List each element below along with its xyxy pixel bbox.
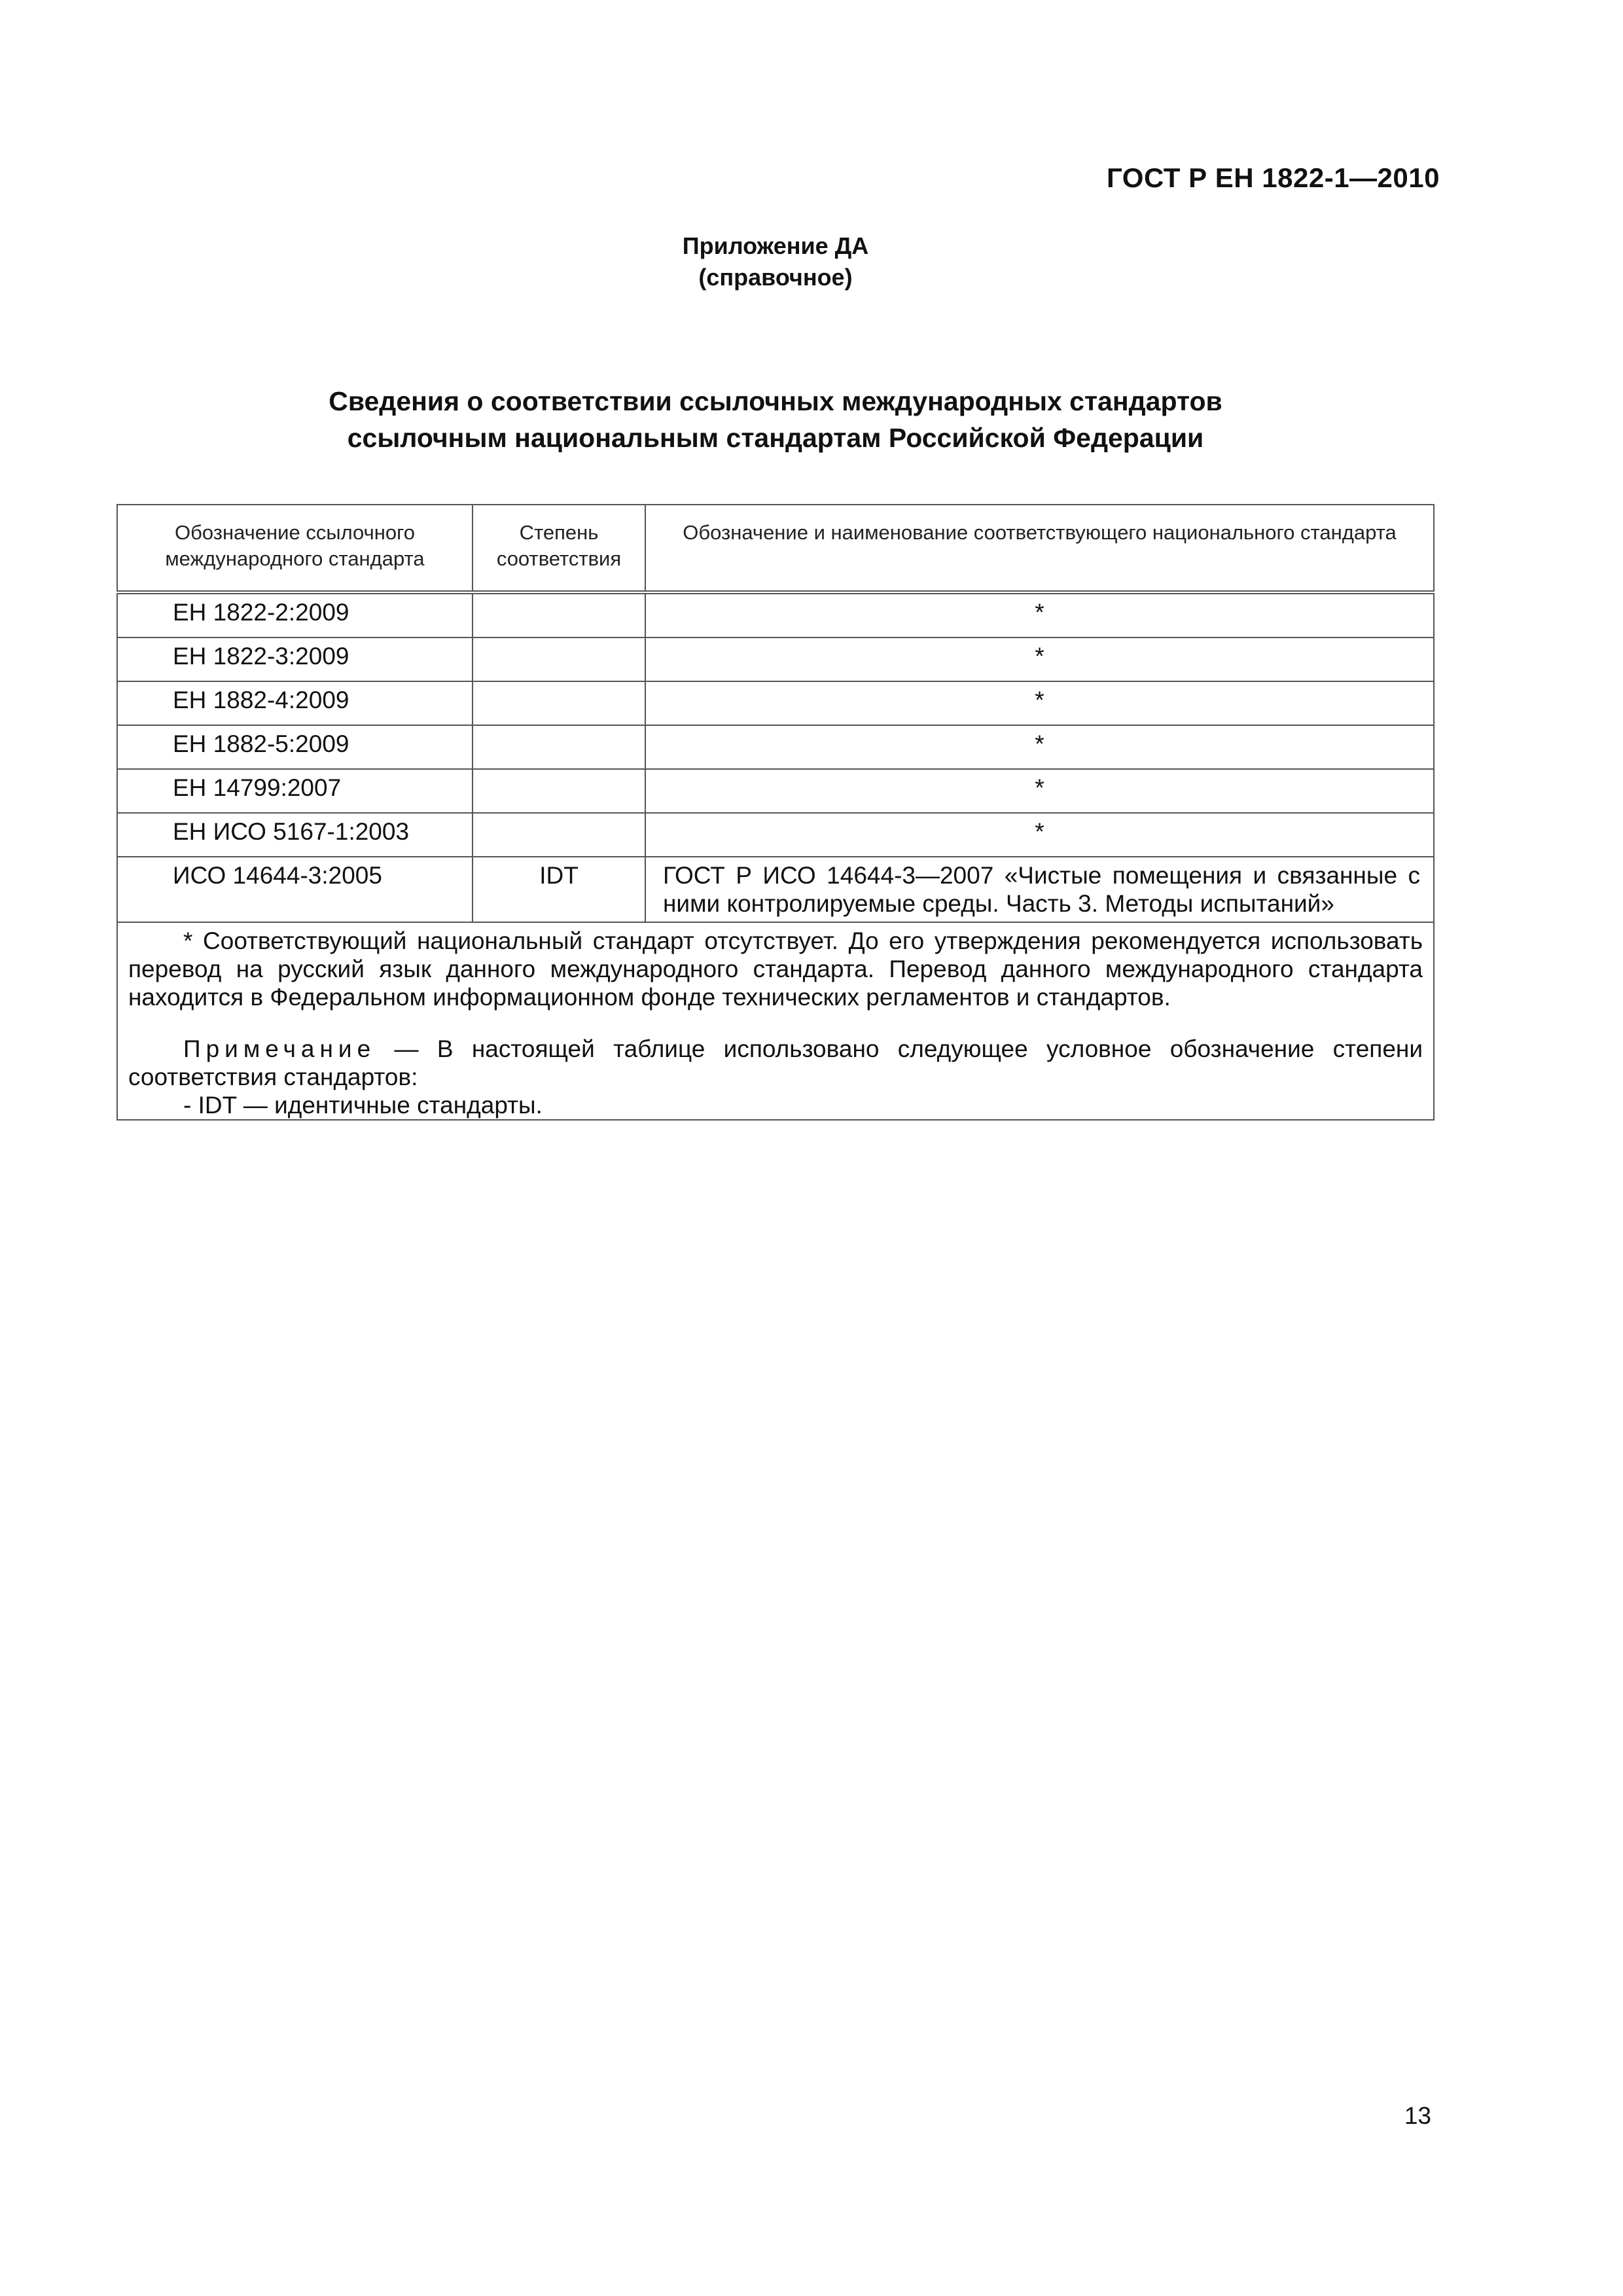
cell-code: ЕН 14799:2007 <box>117 769 473 813</box>
table-row <box>117 813 1434 857</box>
header-national-standard: Обозначение и наименование соответствующего национального стандарта <box>645 505 1434 592</box>
cell-code: ЕН 1822-2:2009 <box>117 592 473 637</box>
cell-degree <box>473 813 645 857</box>
footnote-text: * Соответствующий национальный стандарт отсутствует. До его утверждения рекомендуется использовать перевод на русский язык данного международного стандарта. Перевод данного международного стандарта находится в Федеральном информационном фонде технических регламентов и стандартов. <box>128 927 1423 1011</box>
table-row <box>117 681 1434 725</box>
note-item: - IDT — идентичные стандарты. <box>183 1092 543 1119</box>
table-header-row <box>117 505 1434 592</box>
cell-national: * <box>645 725 1434 769</box>
cell-national: * <box>645 592 1434 637</box>
title-line-1: Сведения о соответствии ссылочных международных стандартов <box>329 386 1222 416</box>
cell-national: ГОСТ Р ИСО 14644-3—2007 «Чистые помещения и связанные с ними контролируемые среды. Часть 3. Методы испытаний» <box>645 857 1434 922</box>
header-international-code: Обозначение ссылочного международного стандарта <box>117 505 473 592</box>
reference-standards-table <box>116 504 1435 1121</box>
table-row <box>117 592 1434 637</box>
cell-degree <box>473 637 645 681</box>
note-label: Примечание <box>183 1035 376 1062</box>
cell-national: * <box>645 813 1434 857</box>
cell-degree <box>473 592 645 637</box>
cell-code: ЕН 1882-5:2009 <box>117 725 473 769</box>
cell-code: ЕН ИСО 5167-1:2003 <box>117 813 473 857</box>
cell-code: ЕН 1822-3:2009 <box>117 637 473 681</box>
cell-national: * <box>645 769 1434 813</box>
table-row <box>117 637 1434 681</box>
title-line-2: ссылочным национальным стандартам Российской Федерации <box>347 423 1204 453</box>
document-code: ГОСТ Р ЕН 1822-1—2010 <box>1107 162 1440 193</box>
cell-degree <box>473 681 645 725</box>
table-footnote-row <box>117 922 1434 1120</box>
cell-code: ИСО 14644-3:2005 <box>117 857 473 922</box>
page-number: 13 <box>1404 2102 1431 2129</box>
cell-national: * <box>645 637 1434 681</box>
header-degree: Степень соответствия <box>473 505 645 592</box>
cell-national: * <box>645 681 1434 725</box>
annex-type: (справочное) <box>698 264 853 291</box>
cell-code: ЕН 1882-4:2009 <box>117 681 473 725</box>
cell-degree: IDT <box>473 857 645 922</box>
cell-degree <box>473 769 645 813</box>
table-row <box>117 725 1434 769</box>
table-footnote-cell <box>117 922 1434 1120</box>
annex-label: Приложение ДА <box>682 232 869 259</box>
table-row <box>117 769 1434 813</box>
note-paragraph <box>128 1035 1423 1091</box>
table-row <box>117 857 1434 922</box>
note-text: — В настоящей таблице использовано следующее условное обозначение степени соответствия стандартов: <box>128 1035 1423 1090</box>
cell-degree <box>473 725 645 769</box>
document-title <box>0 383 1551 456</box>
annex-heading <box>0 230 1551 293</box>
